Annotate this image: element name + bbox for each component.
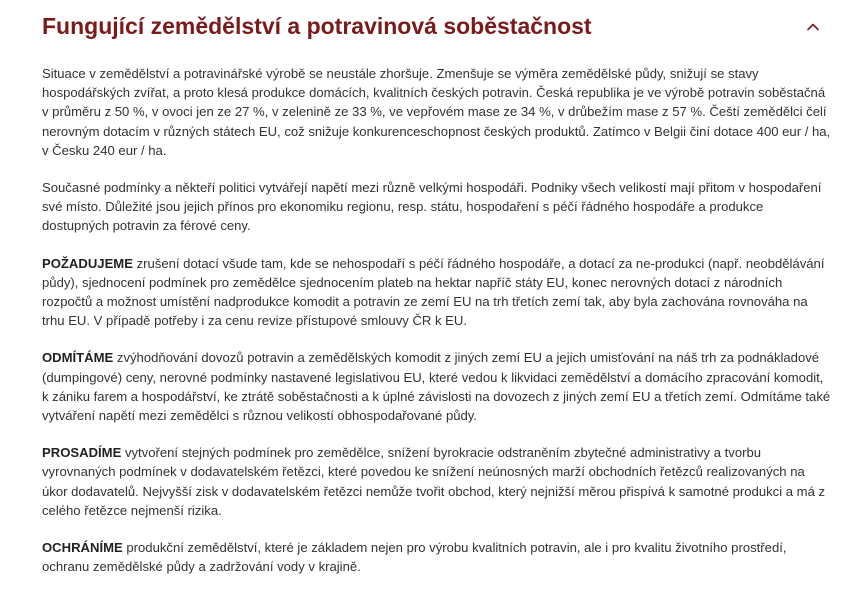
paragraph-protect	[42, 538, 832, 576]
section-body	[42, 64, 832, 594]
paragraph-demands	[42, 254, 832, 331]
chevron-up-icon[interactable]	[802, 16, 824, 38]
paragraph-text: zrušení dotací všude tam, kde se nehospodaří s péčí řádného hospodáře, a dotací za ne-produkci (např. neobdělávání půdy), sjednocení podmínek pro zemědělce sjednocením plateb na hektar napříč státy EU, konec nerovných dotací z národních rozpočtů a možnost umístění nadprodukce komodit a potravin ze zemí EU na trh třetích zemí tak, aby byla zachována rovnováha na trhu EU. V případě potřeby i za cenu revize přístupové smlouvy ČR k EU.	[42, 255, 825, 329]
paragraph-text: vytvoření stejných podmínek pro zemědělce, snížení byrokracie odstraněním zbytečné administrativy a tvorbu vyrovnaných podmínek v dodavatelském řetězci, které povedou ke snížení neúnosných marží obchodních řetězců realizovaných na úkor dodavatelů. Nejvyšší zisk v dodavatelském řetězci nemůže tvořit obchod, který nejnižší měrou přispívá k samotné produkci a má z celého řetězce nejmenší rizika.	[42, 445, 826, 518]
paragraph-lead: OCHRÁNÍME	[42, 540, 123, 556]
paragraph-lead: ODMÍTÁME	[42, 350, 114, 366]
paragraph-conditions	[42, 178, 832, 236]
paragraph-lead: PROSADÍME	[42, 445, 122, 461]
paragraph-lead: POŽADUJEME	[42, 255, 133, 271]
paragraph-text: Současné podmínky a někteří politici vytvářejí napětí mezi různě velkými hospodáři. Podniky všech velikostí mají přitom v hospodaření své místo. Důležité jsou jejich přínos pro ekonomiku regionu, resp. státu, hospodaření s péčí řádného hospodáře a produkce dostupných potravin za férové ceny.	[42, 180, 822, 234]
paragraph-situation	[42, 64, 832, 160]
paragraph-enforce	[42, 443, 832, 520]
paragraph-refusals	[42, 348, 832, 425]
paragraph-text: Situace v zemědělství a potravinářské výrobě se neustále zhoršuje. Zmenšuje se výměra zemědělské půdy, snižují se stavy hospodářských zvířat, a proto klesá produkce domácích, kvalitních českých potravin. Česká republika je ve výrobě potravin soběstačná v průměru z 50 %, v ovoci jen ze 27 %, v zelenině ze 33 %, ve vepřovém mase ze 34 %, v drůbežím mase z 57 %. Čeští zemědělci čelí nerovným dotacím v různých státech EU, což snižuje konkurenceschopnost českých produktů. Zatímco v Belgii činí dotace 400 eur / ha, v Česku 240 eur / ha.	[42, 66, 831, 158]
section-header[interactable]	[42, 8, 832, 44]
paragraph-text: produkční zemědělství, které je základem nejen pro výrobu kvalitních potravin, ale i pro kvalitu životního prostředí, ochranu zemědělské půdy a zadržování vody v krajině.	[42, 540, 787, 575]
paragraph-text: zvýhodňování dovozů potravin a zemědělských komodit z jiných zemí EU a jejich umisťování na náš trh za podnákladové (dumpingové) ceny, nerovné podmínky nastavené legislativou EU, které vedou k likvidaci zemědělství a domácího zpracování komodit, k zániku farem a hospodářství, ke ztrátě soběstačnosti a k úplné závislosti na dovozech z jiných zemí EU a třetích zemí. Odmítáme také vytváření napětí mezi zemědělci s různou velikostí obhospodařované půdy.	[42, 350, 831, 424]
section-title: Fungující zemědělství a potravinová soběstačnost	[42, 13, 592, 39]
